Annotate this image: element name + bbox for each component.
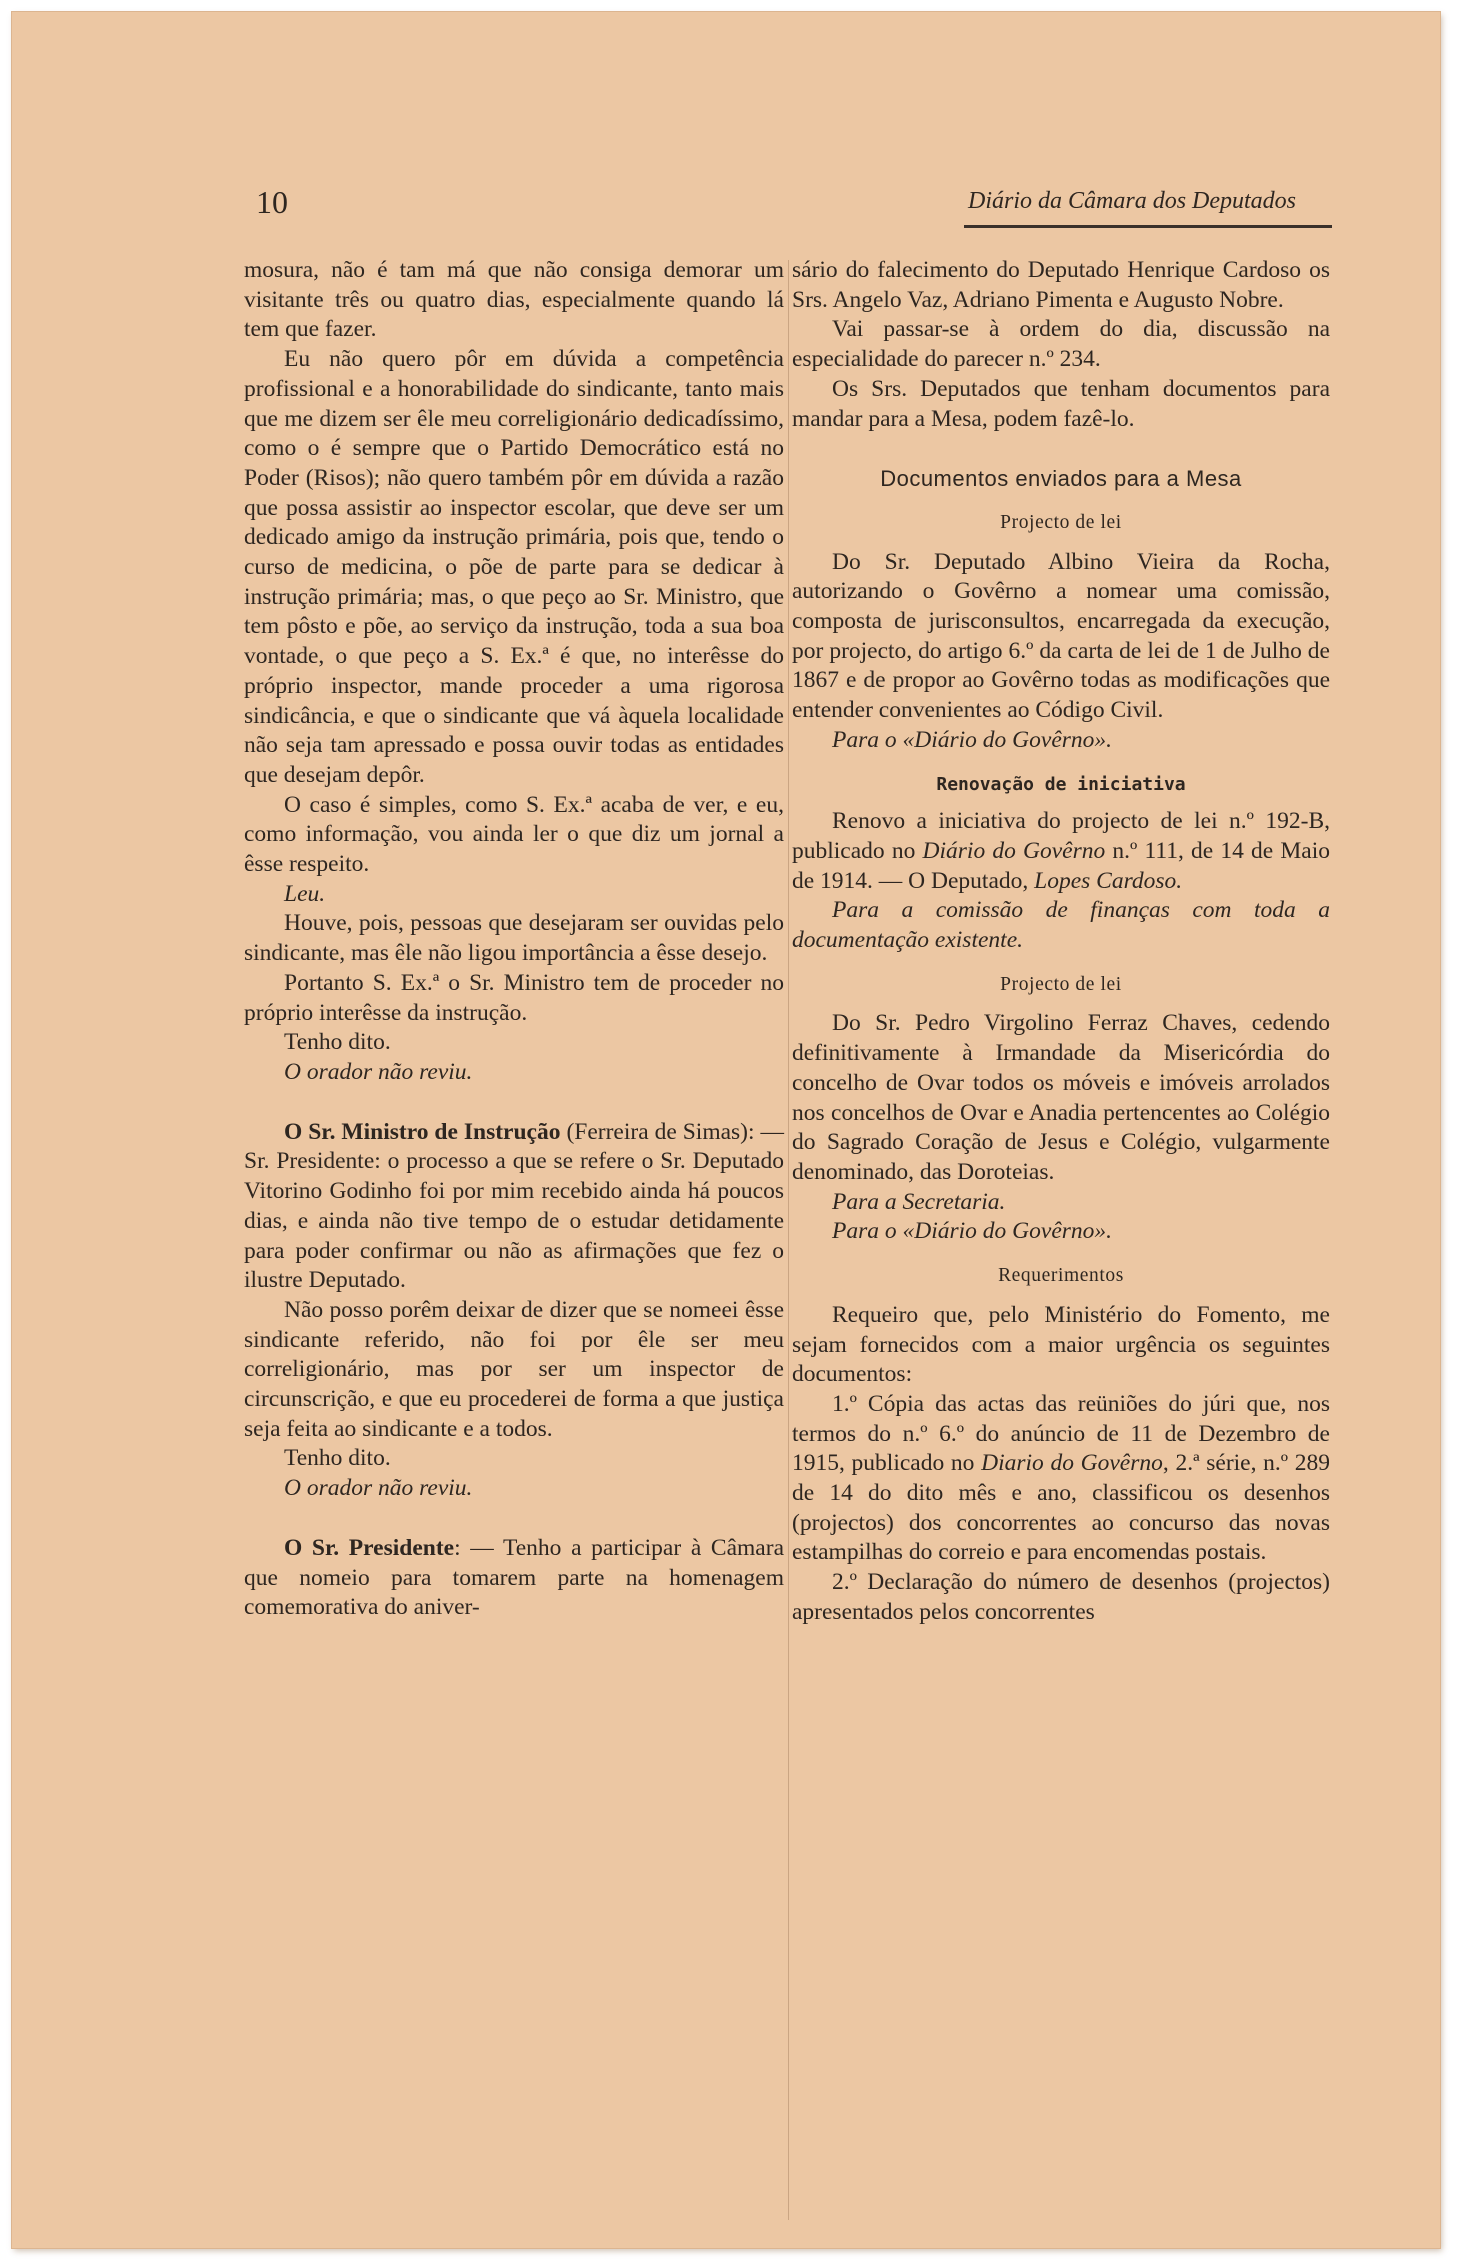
text-run: Renovo a iniciativa do projecto de lei n.º 192-B, publicado no (792, 808, 1330, 864)
text-run: , 2.ª série, n.º 289 de 14 do dito mês e ano, classificou os desenhos (projectos) dos concorrentes ao concurso das novas estampilhas do correio e para encomendas postais. (792, 1450, 1331, 1566)
paragraph: Do Sr. Deputado Albino Vieira da Rocha, autorizando o Govêrno a nomear uma comissão, composta de jurisconsultos, encarregada da execução, por projecto, do artigo 6.º da carta de lei de 1 de Julho de 1867 e de propor ao Govêrno todas as modificações que entender convenientes ao Código Civil. (792, 548, 1330, 724)
newspaper-page (12, 12, 1440, 2248)
stage-direction: Leu. (284, 880, 326, 907)
paragraph: mosura, não é tam má que não consiga demorar um visitante três ou quatro dias, especialmente quando lá tem que fazer. (244, 257, 784, 343)
spacer (244, 1504, 784, 1534)
paragraph (792, 807, 1330, 896)
text-run: n.º 111, de 14 de Maio de 1914. — O Deputado, (792, 837, 1331, 894)
destination-note: Para o «Diário do Govêrno». (832, 1218, 1113, 1245)
paragraph: Os Srs. Deputados que tenham documentos para mandar para a Mesa, podem fazê-lo. (792, 375, 1330, 432)
section-title: Documentos enviados para a Mesa (880, 466, 1242, 492)
speech-text: : — Tenho a participar à Câmara que nomeio para tomarem parte na homenagem comemorativa do aniver- (244, 1534, 784, 1621)
destination-note: Para a comissão de finanças com toda a documentação existente. (792, 897, 1330, 954)
paragraph: Eu não quero pôr em dúvida a competência profissional e a honorabilidade do sindicante, tanto mais que me dizem ser êle meu correligionário dedicadíssimo, como o é sempre que o Partido Democrático está no Poder (Risos); não quero também pôr em dúvida a razão que possa assistir ao inspector escolar, que deve ser um dedicado amigo da instrução primária, pois que, tendo o curso de medicina, o põe de parte para se dedicar à instrução primária; mas, o que peço ao Sr. Ministro, que tem pôsto e põe, ao serviço da instrução, toda a sua boa vontade, o que peço a S. Ex.ª é que, no interêsse do próprio inspector, mande proceder a uma rigorosa sindicância, e que o sindicante que vá àquela localidade não seja tam apressado e possa ouvir todas as entidades que desejam depôr. (244, 346, 784, 788)
page-number: 10 (256, 184, 288, 220)
speech-paragraph (244, 1534, 784, 1623)
orator-note: O orador não reviu. (284, 1058, 473, 1085)
subsection-title: Renovação de iniciativa (936, 773, 1186, 795)
paragraph: Vai passar-se à ordem do dia, discussão na especialidade do parecer n.º 234. (792, 316, 1330, 373)
paragraph: Portanto S. Ex.ª o Sr. Ministro tem de proceder no próprio interêsse da instrução. (244, 969, 784, 1026)
paragraph: Do Sr. Pedro Virgolino Ferraz Chaves, cedendo definitivamente à Irmandade da Misericórdia do concelho de Ovar todos os móveis e imóveis arrolados nos concelhos de Ovar e Anadia pertencentes ao Colégio do Sagrado Coração de Jesus e Colégio, vulgarmente denominado, das Doroteias. (792, 1010, 1330, 1185)
list-item (792, 1390, 1330, 1568)
paragraph: Não posso porêm deixar de dizer que se nomeei êsse sindicante referido, não foi por êle ser meu correligionário, mas por ser um inspector de circunscrição, e que eu procederei de forma a que justiça seja feita ao sindicante e a todos. (244, 1296, 784, 1442)
paragraph: Requeiro que, pelo Ministério do Fomento, me sejam fornecidos com a maior urgência os seguintes documentos: (792, 1301, 1330, 1388)
closing-line: Tenho dito. (284, 1445, 391, 1472)
speech-text: (Ferreira de Simas): — Sr. Presidente: o processo a que se refere o Sr. Deputado Vitorino Godinho foi por mim recebido ainda há poucos dias, e ainda não tive tempo de o estudar detidamente para poder confirmar ou não as afirmações que fez o ilustre Deputado. (244, 1118, 784, 1294)
column-separator (788, 260, 789, 2220)
subsection-title: Requerimentos (998, 1265, 1124, 1287)
paragraph: Houve, pois, pessoas que desejaram ser ouvidas pelo sindicante, mas êle não ligou importância a êsse desejo. (244, 910, 784, 967)
signature-name: Lopes Cardoso. (1034, 867, 1183, 894)
paragraph: O caso é simples, como S. Ex.ª acaba de ver, e eu, como informação, vou ainda ler o que diz um jornal a êsse respeito. (244, 791, 784, 878)
spacer (244, 1088, 784, 1118)
destination-note: Para o «Diário do Govêrno». (832, 726, 1113, 753)
orator-note: O orador não reviu. (284, 1475, 473, 1502)
subsection-title: Projecto de lei (1000, 973, 1122, 995)
publication-name: Diario do Govêrno (981, 1450, 1163, 1477)
running-title: Diário da Câmara dos Deputados (968, 188, 1297, 214)
speech-paragraph (244, 1118, 784, 1296)
speaker-name: O Sr. Ministro de Instrução (284, 1118, 561, 1145)
subsection-title: Projecto de lei (1000, 511, 1122, 533)
closing-line: Tenho dito. (284, 1029, 391, 1056)
text-run: 1.º Cópia das actas das reüniões do júri que, nos termos do n.º 6.º do anúncio de 11 de Dezembro de 1915, publicado no (792, 1390, 1330, 1477)
speaker-name: O Sr. Presidente (284, 1534, 455, 1561)
paragraph: sário do falecimento do Deputado Henrique Cardoso os Srs. Angelo Vaz, Adriano Pimenta e Augusto Nobre. (792, 257, 1330, 313)
destination-note: Para a Secretaria. (832, 1188, 1006, 1215)
right-column (792, 256, 1330, 1628)
left-column (244, 256, 784, 1623)
list-item: 2.º Declaração do número de desenhos (projectos) apresentados pelos concorrentes (792, 1569, 1330, 1625)
header-rule (964, 225, 1332, 228)
publication-name: Diário do Govêrno (922, 837, 1106, 864)
